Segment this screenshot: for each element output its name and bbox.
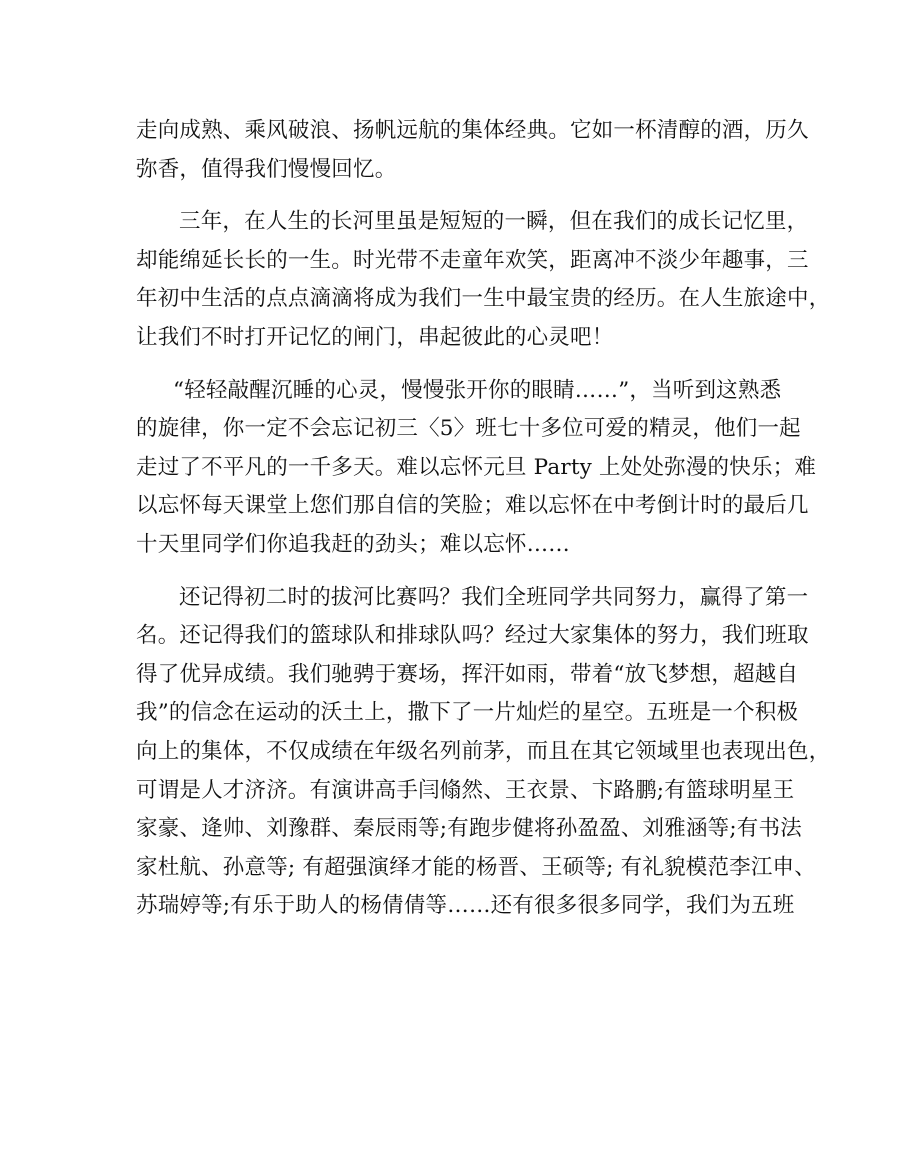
text-line: 走过了不平凡的一千多天。难以忘怀元旦 Party 上处处弥漫的快乐；难 [136,454,817,480]
document-body [136,112,831,926]
text-line: 家豪、逄帅、刘豫群、秦辰雨等;有跑步健将孙盈盈、刘雅涵等;有书法 [136,816,802,842]
text-line: “轻轻敲醒沉睡的心灵，慢慢张开你的眼睛……”，当听到这熟悉 [173,377,782,403]
text-line: 的旋律，你一定不会忘记初三〈5〉班七十多位可爱的精灵，他们一起 [136,416,801,442]
text-line: 家杜航、孙意等; 有超强演绎才能的杨晋、王硕等; 有礼貌模范李江申、 [136,854,816,880]
text-line: 还记得初二时的拔河比赛吗？我们全班同学共同努力，赢得了第一 [179,584,809,610]
text-line: 让我们不时打开记忆的闸门，串起彼此的心灵吧！ [136,324,614,350]
paragraph [136,579,831,926]
text-line: 走向成熟、乘风破浪、扬帆远航的集体经典。它如一杯清醇的酒，历久 [136,118,809,143]
text-line: 可谓是人才济济。有演讲高手闫翛然、王衣景、卞路鹏;有篮球明星王 [136,777,795,803]
text-line: 我”的信念在运动的沃土上，撒下了一片灿烂的星空。五班是一个积极 [136,700,799,726]
text-line: 却能绵延长长的一生。时光带不走童年欢笑，距离冲不淡少年趣事，三 [136,247,809,273]
text-line: 十天里同学们你追我赶的劲头；难以忘怀…… [136,531,571,557]
text-line: 苏瑞婷等;有乐于助人的杨倩倩等……还有很多很多同学，我们为五班 [136,893,795,919]
paragraph [136,112,809,189]
paragraph [136,372,817,565]
text-line: 得了优异成绩。我们驰骋于赛场，挥汗如雨，带着“放飞梦想，超越自 [136,661,799,687]
paragraph [136,203,831,357]
text-line: 年初中生活的点点滴滴将成为我们一生中最宝贵的经历。在人生旅途中， [136,286,831,312]
text-line: 向上的集体，不仅成绩在年级名列前茅，而且在其它领域里也表现出色， [136,738,831,764]
text-line: 弥香，值得我们慢慢回忆。 [136,156,397,182]
text-line: 以忘怀每天课堂上您们那自信的笑脸；难以忘怀在中考倒计时的最后几 [136,493,809,519]
text-line: 名。还记得我们的篮球队和排球队吗？经过大家集体的努力，我们班取 [136,623,809,649]
text-line: 三年，在人生的长河里虽是短短的一瞬，但在我们的成长记忆里， [179,209,809,235]
